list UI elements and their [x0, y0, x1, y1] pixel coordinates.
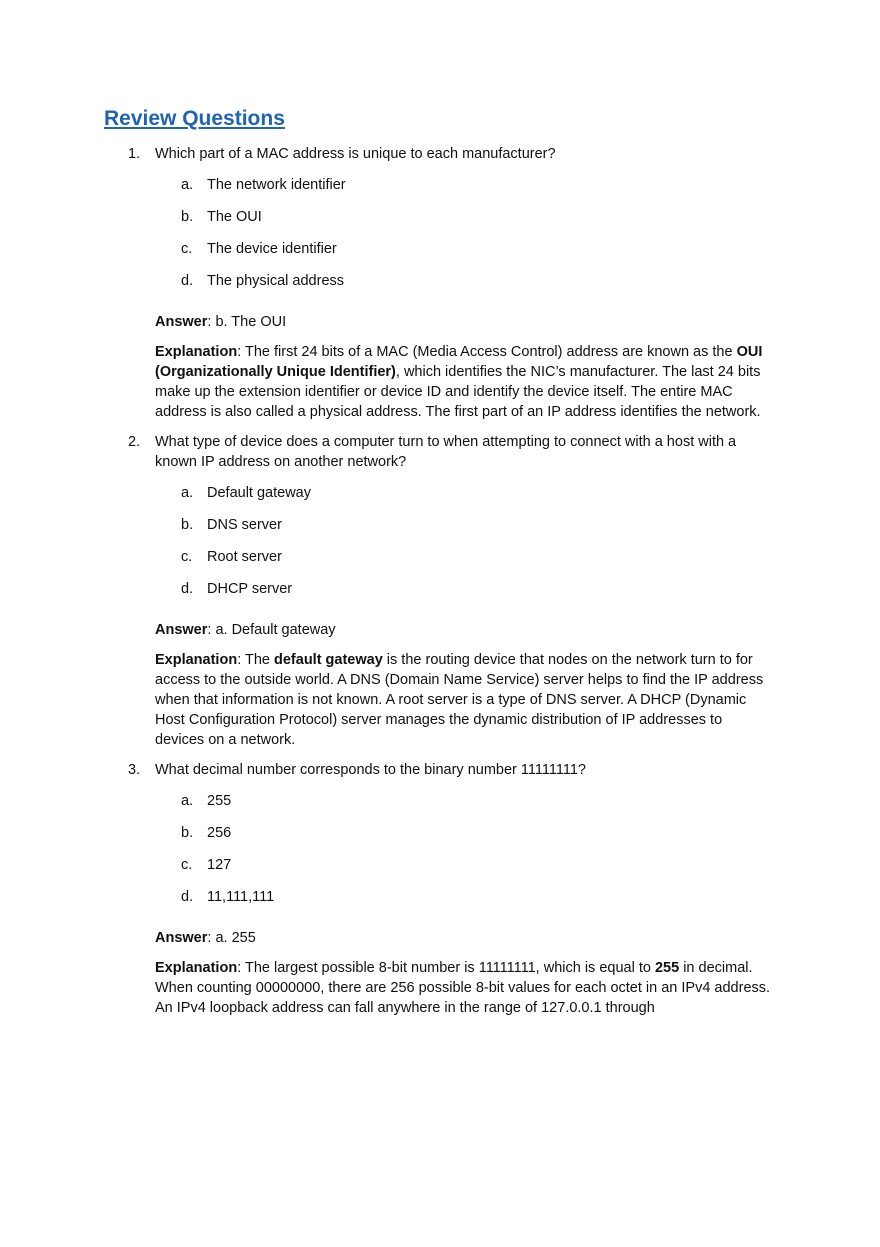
question-text: What type of device does a computer turn to when attempting to connect with a host with a known IP address on another network?: [155, 434, 737, 470]
question-number: 2.: [128, 434, 141, 450]
option-d: [155, 578, 780, 610]
option-text: DHCP server: [207, 581, 293, 597]
answer-label: Answer: [155, 314, 208, 330]
explanation-text: : The largest possible 8-bit number is 11111111, which is equal to: [237, 960, 655, 976]
option-text: The OUI: [207, 209, 262, 225]
explanation-text: : The first 24 bits of a MAC (Media Access Control) address are known as the: [237, 344, 737, 360]
question-stem: [104, 760, 780, 780]
option-text: 255: [207, 793, 232, 809]
question-stem: [104, 144, 780, 164]
option-c: [155, 238, 780, 270]
option-text: The physical address: [207, 273, 345, 289]
answer: [155, 620, 775, 640]
option-letter: b.: [181, 209, 194, 225]
answer: [155, 312, 775, 332]
page-title: Review Questions: [104, 107, 285, 130]
explanation: [155, 342, 775, 422]
option-list: [155, 174, 780, 302]
option-letter: a.: [181, 793, 194, 809]
option-d: [155, 270, 780, 302]
option-a: [155, 482, 780, 514]
explanation: [155, 958, 775, 1018]
option-letter: d.: [181, 581, 194, 597]
option-letter: c.: [181, 857, 193, 873]
option-letter: c.: [181, 549, 193, 565]
question-1: [104, 144, 780, 422]
answer: [155, 928, 775, 948]
explanation-bold-term: 255: [654, 960, 680, 976]
explanation-bold-term: default gateway: [274, 652, 383, 668]
option-list: [155, 482, 780, 610]
option-text: The network identifier: [207, 177, 346, 193]
question-text: Which part of a MAC address is unique to each manufacturer?: [155, 146, 556, 162]
question-2: [104, 432, 780, 750]
answer-label: Answer: [155, 930, 208, 946]
option-letter: a.: [181, 485, 194, 501]
option-a: [155, 174, 780, 206]
explanation: [155, 650, 775, 750]
option-a: [155, 790, 780, 822]
answer-text: : a. Default gateway: [207, 622, 336, 638]
question-number: 3.: [128, 762, 141, 778]
explanation-text: in decimal. When counting 00000000, there are 256 possible 8-bit values for each octet in an IPv4 address. An IPv4 loopback address can fall anywhere in the range of 127.0.0.1 through: [155, 960, 771, 1016]
option-text: 127: [207, 857, 232, 873]
option-c: [155, 854, 780, 886]
question-3: [104, 760, 780, 1018]
option-letter: b.: [181, 517, 194, 533]
option-b: [155, 206, 780, 238]
option-text: 256: [207, 825, 232, 841]
question-text: What decimal number corresponds to the binary number 11111111?: [155, 762, 586, 778]
option-b: [155, 514, 780, 546]
option-text: 11,111,111: [207, 889, 275, 905]
answer-text: : a. 255: [207, 930, 256, 946]
explanation-text: , which identifies the NIC’s manufacturer. The last 24 bits make up the extension identifier or device ID and identify the device itself. The entire MAC address is also called a physical address. The first part of an IP address identifies the network.: [155, 364, 761, 420]
option-d: [155, 886, 780, 918]
option-letter: d.: [181, 273, 194, 289]
explanation-text: is the routing device that nodes on the network turn to for access to the outside world. A DNS (Domain Name Service) server helps to find the IP address when that information is not known. A root server is a type of DNS server. A DHCP (Dynamic Host Configuration Protocol) server manages the dynamic distribution of IP addresses to devices on a network.: [155, 652, 764, 748]
explanation-label: Explanation: [155, 652, 238, 668]
explanation-label: Explanation: [155, 960, 238, 976]
question-number: 1.: [128, 146, 141, 162]
answer-label: Answer: [155, 622, 208, 638]
option-text: Default gateway: [207, 485, 311, 501]
option-b: [155, 822, 780, 854]
option-text: DNS server: [207, 517, 282, 533]
question-stem: [104, 432, 780, 472]
option-letter: b.: [181, 825, 194, 841]
option-letter: d.: [181, 889, 194, 905]
explanation-label: Explanation: [155, 344, 238, 360]
option-letter: a.: [181, 177, 194, 193]
option-c: [155, 546, 780, 578]
option-text: The device identifier: [207, 241, 337, 257]
option-letter: c.: [181, 241, 193, 257]
option-text: Root server: [207, 549, 282, 565]
explanation-text: : The: [237, 652, 274, 668]
explanation-bold-term: OUI (Organizationally Unique Identifier): [155, 344, 763, 380]
answer-text: : b. The OUI: [207, 314, 287, 330]
option-list: [155, 790, 780, 918]
